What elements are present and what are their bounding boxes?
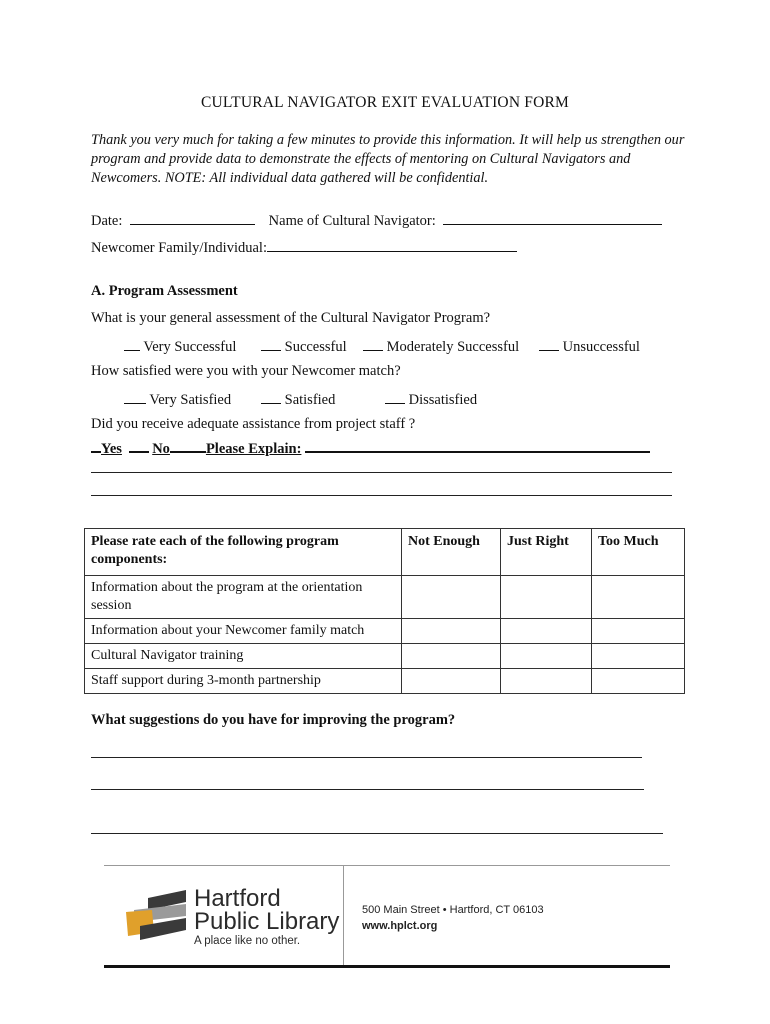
q2-option-very-satisfied[interactable]: Very Satisfied (124, 390, 231, 409)
rating-cell[interactable] (501, 669, 592, 694)
rating-cell[interactable] (592, 619, 685, 644)
footer-top-rule (104, 865, 670, 866)
explain-line-2[interactable] (91, 495, 672, 496)
q3-explain-field[interactable] (305, 438, 650, 453)
column-too-much: Too Much (592, 529, 685, 576)
q3-answer-row (91, 438, 650, 458)
library-tagline: A place like no other. (194, 935, 301, 947)
rating-table-header (85, 529, 685, 576)
q3-yes[interactable]: Yes (101, 441, 122, 457)
rating-cell[interactable] (501, 576, 592, 619)
q1-text: What is your general assessment of the Cultural Navigator Program? (91, 310, 491, 326)
column-just-right: Just Right (501, 529, 592, 576)
rating-table (84, 528, 685, 694)
q2-option-satisfied[interactable]: Satisfied (261, 390, 335, 409)
q2-text: How satisfied were you with your Newcomer match? (91, 363, 401, 379)
explain-line-1[interactable] (91, 472, 672, 473)
rating-cell[interactable] (501, 644, 592, 669)
table-row (85, 644, 685, 669)
library-website[interactable]: www.hplct.org (362, 920, 438, 932)
rating-cell[interactable] (592, 669, 685, 694)
table-row (85, 576, 685, 619)
row-label-family-match: Information about your Newcomer family match (85, 619, 402, 644)
navigator-label: Name of Cultural Navigator: (268, 213, 436, 229)
table-row (85, 619, 685, 644)
newcomer-row (91, 238, 517, 257)
rating-cell[interactable] (402, 576, 501, 619)
suggestion-line-2[interactable] (91, 789, 644, 790)
suggestion-line-1[interactable] (91, 757, 642, 758)
column-not-enough: Not Enough (402, 529, 501, 576)
section-a-heading: A. Program Assessment (91, 283, 238, 299)
q3-no[interactable]: No (152, 441, 170, 457)
row-label-staff-support: Staff support during 3-month partnership (85, 669, 402, 694)
intro-text: Thank you very much for taking a few minutes to provide this information. It will help us strengthen our program and provide data to demonstrate the effects of mentoring on Cultural Navigators and Newcomers. NOTE: All individual data gathered will be confidential. (91, 132, 685, 186)
q1-option-unsuccessful[interactable]: Unsuccessful (539, 337, 640, 356)
q2-option-dissatisfied[interactable]: Dissatisfied (385, 390, 477, 409)
suggestion-line-3[interactable] (91, 833, 663, 834)
rating-cell[interactable] (592, 576, 685, 619)
rating-cell[interactable] (592, 644, 685, 669)
newcomer-field[interactable] (267, 238, 517, 252)
newcomer-label: Newcomer Family/Individual: (91, 240, 267, 256)
footer-divider (343, 866, 344, 965)
q1-option-very-successful[interactable]: Very Successful (124, 337, 236, 356)
rating-cell[interactable] (402, 644, 501, 669)
form-title: CULTURAL NAVIGATOR EXIT EVALUATION FORM (200, 94, 570, 111)
row-label-training: Cultural Navigator training (85, 644, 402, 669)
date-field[interactable] (130, 211, 255, 225)
table-row (85, 669, 685, 694)
rating-header-label: Please rate each of the following program components: (85, 529, 402, 576)
suggestions-question: What suggestions do you have for improving the program? (91, 712, 456, 728)
row-label-orientation: Information about the program at the orientation session (85, 576, 402, 619)
q1-option-moderately-successful[interactable]: Moderately Successful (363, 337, 519, 356)
q1-option-successful[interactable]: Successful (261, 337, 347, 356)
library-name (194, 887, 339, 933)
date-row (91, 211, 662, 230)
q3-text: Did you receive adequate assistance from project staff ? (91, 416, 416, 432)
rating-cell[interactable] (402, 619, 501, 644)
library-name-line1: Hartford (194, 885, 281, 912)
q3-explain-label: Please Explain: (205, 441, 302, 457)
rating-cell[interactable] (501, 619, 592, 644)
library-address: 500 Main Street • Hartford, CT 06103 (362, 904, 544, 916)
rating-cell[interactable] (402, 669, 501, 694)
date-label: Date: (91, 213, 123, 229)
library-name-line2: Public Library (194, 908, 340, 935)
footer-bottom-rule (104, 965, 670, 968)
navigator-field[interactable] (443, 211, 662, 225)
library-logo-icon (118, 888, 190, 944)
